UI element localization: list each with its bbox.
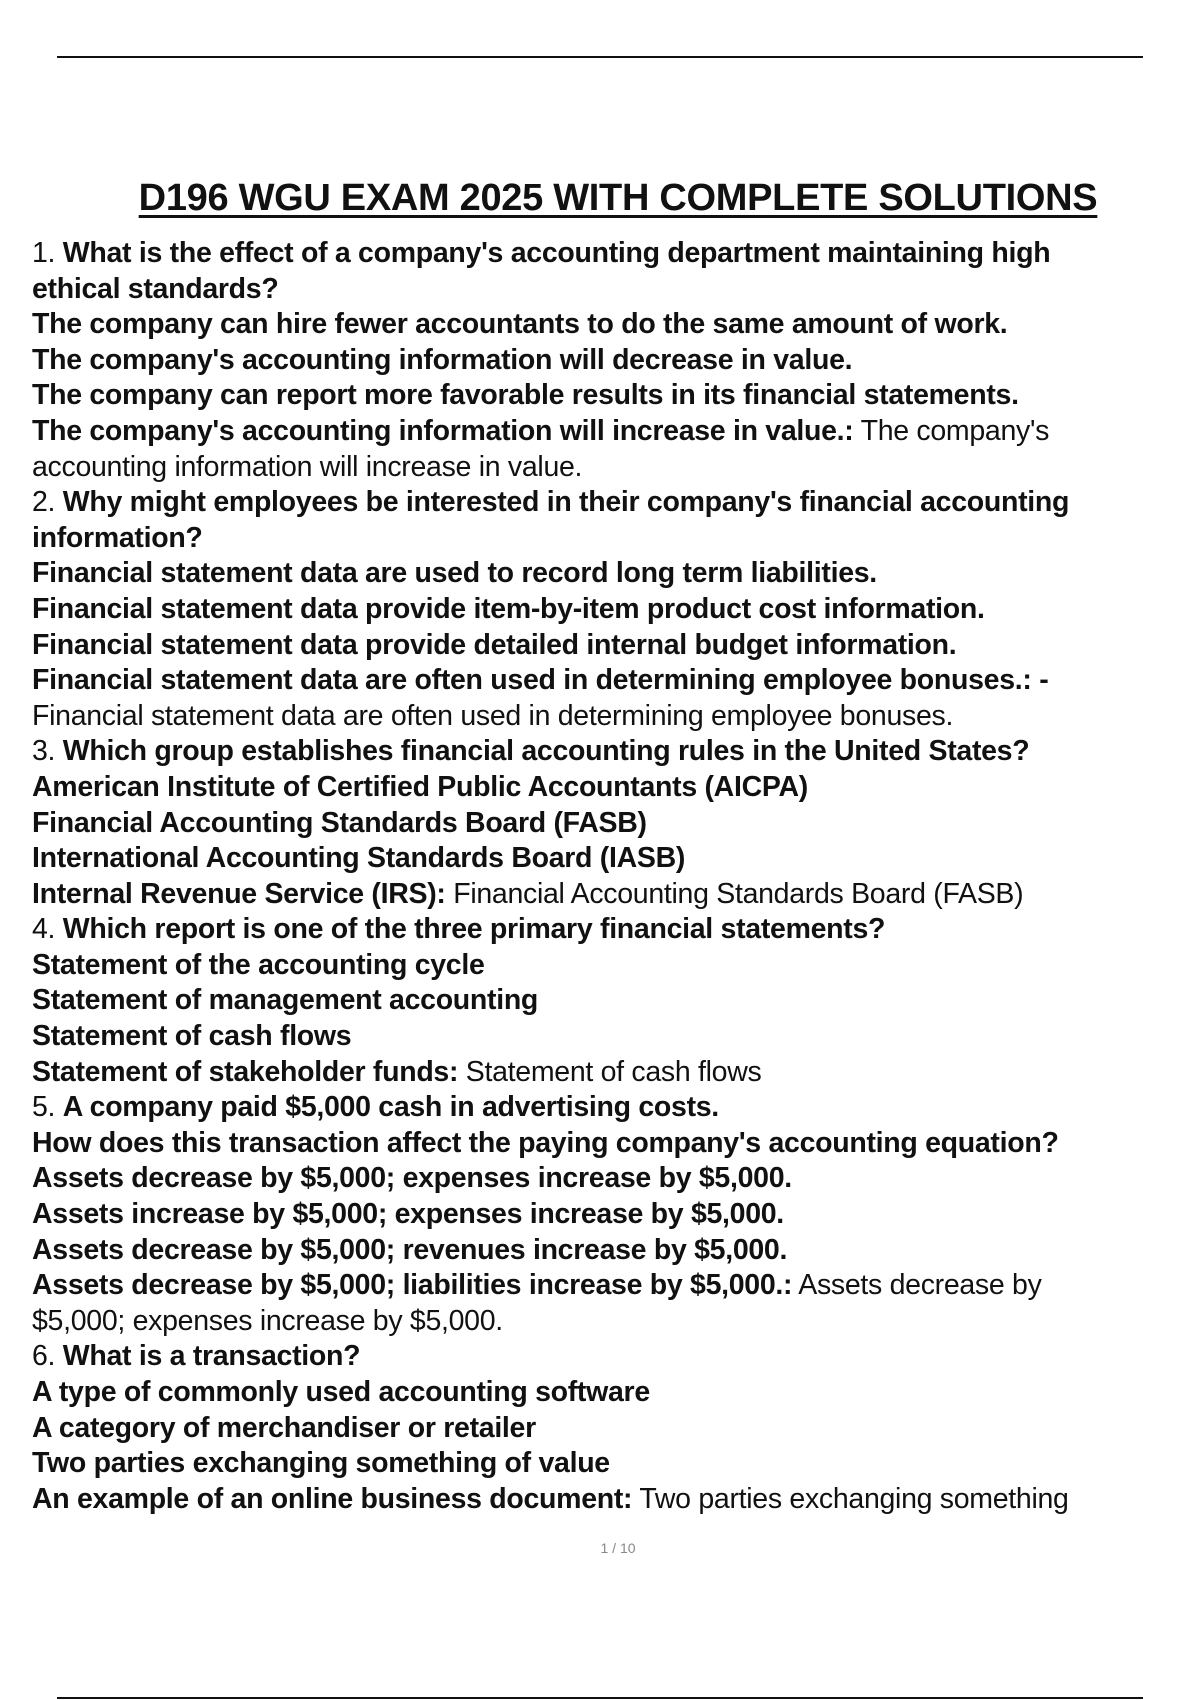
question-text-continued: ethical standards? (32, 272, 279, 305)
correct-answer: Assets decrease by (792, 1269, 1042, 1302)
correct-answer: The company's (853, 414, 1050, 447)
answer-option: A type of commonly used accounting software (32, 1376, 650, 1408)
correct-answer: Financial Accounting Standards Board (FASB) (445, 877, 1024, 910)
question-block (32, 734, 1200, 912)
answer-option: The company can report more favorable results in its financial statements. (32, 379, 1019, 412)
question-first-line (32, 485, 1200, 521)
answer-option: Statement of stakeholder funds: (32, 1055, 459, 1088)
question-block (32, 1339, 1200, 1517)
answer-option: American Institute of Certified Public Accountants (AICPA) (32, 770, 808, 803)
answer-option: Financial statement data provide item-by-item product cost information. (32, 592, 985, 625)
document-body (32, 236, 1200, 1517)
correct-answer: Two parties exchanging something (632, 1482, 1069, 1515)
question-first-line (32, 1090, 1200, 1126)
question-text-continued: How does this transaction affect the paying company's accounting equation? (32, 1126, 1059, 1159)
question-text: What is a transaction? (62, 1340, 361, 1373)
question-number: 1. (32, 237, 63, 269)
question-number: 5. (32, 1091, 63, 1124)
footer-rule (57, 1697, 1143, 1699)
question-text: A company paid $5,000 cash in advertising costs. (62, 1091, 719, 1124)
answer-option: Financial statement data are often used in determining employee bonuses.: - (32, 664, 1049, 697)
answer-option: Internal Revenue Service (IRS): (32, 877, 446, 910)
answer-option: Assets decrease by $5,000; liabilities increase by $5,000.: (32, 1269, 793, 1302)
header-rule (57, 56, 1143, 58)
last-option-line (32, 414, 1200, 450)
answer-option: Financial statement data are used to record long term liabilities. (32, 557, 877, 590)
answer-option: Statement of cash flows (32, 1020, 352, 1053)
correct-answer-continued: accounting information will increase in value. (32, 450, 583, 483)
answer-option: The company's accounting information will increase in value.: (32, 414, 854, 447)
answer-option: The company's accounting information will decrease in value. (32, 343, 853, 376)
answer-option: Financial statement data provide detailed internal budget information. (32, 628, 957, 661)
last-option-line (32, 1482, 1200, 1518)
question-block (32, 1090, 1200, 1339)
answer-option: A category of merchandiser or retailer (32, 1411, 536, 1444)
question-number: 4. (32, 913, 63, 946)
question-first-line (32, 912, 1200, 948)
question-block (32, 236, 1200, 485)
question-number: 2. (32, 486, 63, 519)
question-number: 3. (32, 735, 63, 768)
answer-option: An example of an online business document: (32, 1482, 633, 1515)
correct-answer: Statement of cash flows (458, 1055, 762, 1088)
page-title: D196 WGU EXAM 2025 WITH COMPLETE SOLUTIONS (138, 177, 1098, 220)
correct-answer-continued: $5,000; expenses increase by $5,000. (32, 1304, 503, 1337)
question-block (32, 912, 1200, 1090)
last-option-line (32, 1268, 1200, 1304)
question-first-line (32, 1339, 1200, 1375)
question-first-line (32, 236, 1200, 272)
answer-option: The company can hire fewer accountants to do the same amount of work. (32, 308, 1008, 341)
question-text: Which report is one of the three primary financial statements? (62, 913, 886, 946)
question-text: What is the effect of a company's accounting department maintaining high (62, 237, 1051, 269)
answer-option: Statement of management accounting (32, 984, 539, 1017)
answer-option: Two parties exchanging something of value (32, 1447, 610, 1480)
correct-answer-continued: Financial statement data are often used in determining employee bonuses. (32, 699, 954, 732)
question-text: Why might employees be interested in their company's financial accounting (62, 486, 1070, 519)
answer-option: International Accounting Standards Board (IASB) (32, 842, 686, 875)
answer-option: Assets decrease by $5,000; expenses increase by $5,000. (32, 1162, 792, 1195)
question-block (32, 485, 1200, 734)
page-indicator: 1 / 10 (600, 1540, 636, 1556)
answer-option: Statement of the accounting cycle (32, 948, 485, 981)
answer-option: Assets increase by $5,000; expenses increase by $5,000. (32, 1198, 784, 1231)
last-option-line (32, 663, 1200, 699)
question-text-continued: information? (32, 521, 203, 554)
answer-option: Financial Accounting Standards Board (FASB) (32, 806, 647, 839)
question-first-line (32, 734, 1200, 770)
last-option-line (32, 877, 1200, 913)
answer-option: Assets decrease by $5,000; revenues increase by $5,000. (32, 1233, 788, 1266)
question-text: Which group establishes financial accounting rules in the United States? (62, 735, 1030, 768)
last-option-line (32, 1055, 1200, 1091)
question-number: 6. (32, 1340, 63, 1373)
